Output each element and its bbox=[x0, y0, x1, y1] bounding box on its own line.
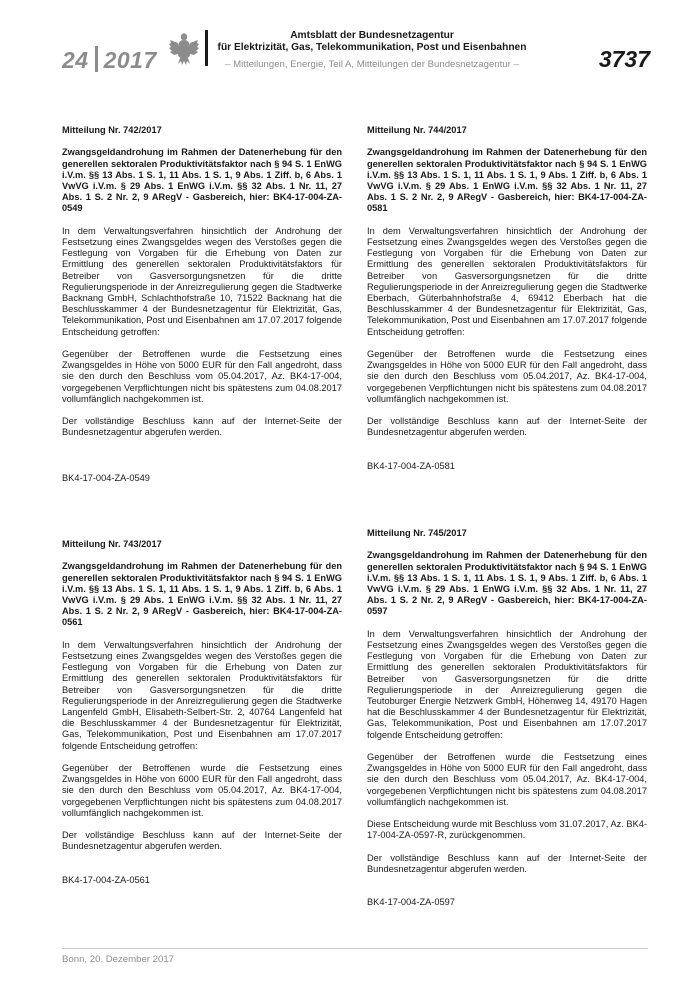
header-divider bbox=[205, 30, 208, 66]
year: 2017 bbox=[103, 47, 157, 73]
notice-paragraph: Gegenüber der Betroffenen wurde die Festsetzung eines Zwangsgeldes in Höhe von 5000 EUR für den Fall angedroht, dass sie den durch den Beschluss vom 05.04.2017, Az. BK4-17-004, vorgegebenen Verpflichtungen nicht bis spätestens zum 04.08.2017 vollumfänglich nachgekommen ist. bbox=[367, 349, 647, 404]
footer-place-date: Bonn, 20. Dezember 2017 bbox=[62, 954, 175, 965]
footer-rule bbox=[62, 948, 648, 949]
notice-paragraph: Gegenüber der Betroffenen wurde die Festsetzung eines Zwangsgeldes in Höhe von 5000 EUR für den Fall angedroht, dass sie den durch den Beschluss vom 05.04.2017, Az. BK4-17-004, vorgegebenen Verpflichtungen nicht bis spätestens zum 04.08.2017 vollumfänglich nachgekommen ist. bbox=[62, 349, 342, 404]
issue-separator bbox=[95, 46, 98, 72]
issue-number: 24 bbox=[62, 47, 89, 73]
notice-742 bbox=[62, 125, 342, 495]
notice-744 bbox=[367, 125, 647, 483]
notice-number: Mitteilung Nr. 745/2017 bbox=[367, 528, 467, 538]
notice-paragraph: Gegenüber der Betroffenen wurde die Festsetzung eines Zwangsgeldes in Höhe von 6000 EUR für den Fall angedroht, dass sie den durch den Beschluss vom 05.04.2017, Az. BK4-17-004, vorgegebenen Verpflichtungen nicht bis spätestens zum 04.08.2017 vollumfänglich nachgekommen ist. bbox=[62, 763, 342, 818]
journal-subtitle: für Elektrizität, Gas, Telekommunikation, Post und Eisenbahnen bbox=[217, 42, 527, 53]
notice-subject: Zwangsgeldandrohung im Rahmen der Datenerhebung für den generellen sektoralen Produktivitätsfaktor nach § 94 S. 1 EnWG i.V.m. §§ 13 Abs. 1 S. 1, 11 Abs. 1 S. 1, 9 Abs. 1 Ziff. b, 6 Abs. 1 VwVG i.V.m. § 29 Abs. 1 EnWG i.V.m. §§ 32 Abs. 1 Nr. 11, 27 Abs. 1 S. 2 Nr. 2, 9 ARegV - Gasbereich, hier: BK4-17-004-ZA-0549 bbox=[62, 147, 342, 214]
notice-paragraph: In dem Verwaltungsverfahren hinsichtlich der Androhung der Festsetzung eines Zwangsgeldes wegen des Verstoßes gegen die Festlegung von Vorgaben für die Erhebung von Daten zur Ermittlung des generellen sektoralen Produktivitätsfaktors für Betreiber von Gasversorgungsnetzen für die dritte Regulierungsperiode in der Anreizregulierung gegen die Teutoburger Energie Netzwerk GmbH, Höhenweg 14, 49170 Hagen hat die Beschlusskammer 4 der Bundesnetzagentur für Elektrizität, Gas, Telekommunikation, Post und Eisenbahnen am 17.07.2017 folgende Entscheidung getroffen: bbox=[367, 628, 647, 740]
section-title: – Mitteilungen, Energie, Teil A, Mitteilungen der Bundesnetzagentur – bbox=[225, 59, 519, 70]
notice-paragraph: Der vollständige Beschluss kann auf der Internet-Seite der Bundesnetzagentur abgerufen werden. bbox=[62, 830, 342, 852]
notice-745 bbox=[367, 528, 647, 920]
notice-reference: BK4-17-004-ZA-0561 bbox=[62, 874, 150, 885]
notice-paragraph: Der vollständige Beschluss kann auf der Internet-Seite der Bundesnetzagentur abgerufen werden. bbox=[367, 416, 647, 438]
notice-number: Mitteilung Nr. 744/2017 bbox=[367, 125, 467, 135]
notice-number: Mitteilung Nr. 742/2017 bbox=[62, 125, 162, 135]
notice-reference: BK4-17-004-ZA-0549 bbox=[62, 472, 150, 483]
notice-paragraph: Gegenüber der Betroffenen wurde die Festsetzung eines Zwangsgeldes in Höhe von 5000 EUR für den Fall angedroht, dass sie den durch den Beschluss vom 05.04.2017, Az. BK4-17-004, vorgegebenen Verpflichtungen nicht bis spätestens zum 04.08.2017 vollumfänglich nachgekommen ist. bbox=[367, 752, 647, 807]
notice-subject: Zwangsgeldandrohung im Rahmen der Datenerhebung für den generellen sektoralen Produktivitätsfaktor nach § 94 S. 1 EnWG i.V.m. §§ 13 Abs. 1 S. 1, 11 Abs. 1 S. 1, 9 Abs. 1 Ziff. b, 6 Abs. 1 VwVG i.V.m. § 29 Abs. 1 EnWG i.V.m. §§ 32 Abs. 1 Nr. 11, 27 Abs. 1 S. 2 Nr. 2, 9 ARegV - Gasbereich, hier: BK4-17-004-ZA-0581 bbox=[367, 147, 647, 214]
notice-743 bbox=[62, 539, 342, 897]
notice-paragraph: In dem Verwaltungsverfahren hinsichtlich der Androhung der Festsetzung eines Zwangsgeldes wegen des Verstoßes gegen die Festlegung von Vorgaben für die Erhebung von Daten zur Ermittlung des generellen sektoralen Produktivitätsfaktors für Betreiber von Gasversorgungsnetzen für die dritte Regulierungsperiode in der Anreizregulierung gegen die Stadtwerke Eberbach, Güterbahnhofstraße 4, 69412 Eberbach hat die Beschlusskammer 4 der Bundesnetzagentur für Elektrizität, Gas, Telekommunikation, Post und Eisenbahnen am 17.07.2017 folgende Entscheidung getroffen: bbox=[367, 225, 647, 337]
notice-reference: BK4-17-004-ZA-0597 bbox=[367, 897, 455, 908]
notice-subject: Zwangsgeldandrohung im Rahmen der Datenerhebung für den generellen sektoralen Produktivitätsfaktor nach § 94 S. 1 EnWG i.V.m. §§ 13 Abs. 1 S. 1, 11 Abs. 1 S. 1, 9 Abs. 1 Ziff. b, 6 Abs. 1 VwVG i.V.m. § 29 Abs. 1 EnWG i.V.m. §§ 32 Abs. 1 Nr. 11, 27 Abs. 1 S. 2 Nr. 2, 9 ARegV - Gasbereich, hier: BK4-17-004-ZA-0597 bbox=[367, 550, 647, 617]
notice-paragraph: In dem Verwaltungsverfahren hinsichtlich der Androhung der Festsetzung eines Zwangsgeldes wegen des Verstoßes gegen die Festlegung von Vorgaben für die Erhebung von Daten zur Ermittlung des generellen sektoralen Produktivitätsfaktors für Betreiber von Gasversorgungsnetzen für die dritte Regulierungsperiode in der Anreizregulierung gegen die Stadtwerke Langenfeld GmbH, Elisabeth-Selbert-Str. 2, 40764 Langenfeld hat die Beschlusskammer 4 der Bundesnetzagentur für Elektrizität, Gas, Telekommunikation, Post und Eisenbahnen am 17.07.2017 folgende Entscheidung getroffen: bbox=[62, 639, 342, 751]
federal-eagle-icon bbox=[168, 30, 200, 66]
notice-number: Mitteilung Nr. 743/2017 bbox=[62, 539, 162, 549]
notice-paragraph: Der vollständige Beschluss kann auf der Internet-Seite der Bundesnetzagentur abgerufen werden. bbox=[62, 416, 342, 438]
notice-paragraph: In dem Verwaltungsverfahren hinsichtlich der Androhung der Festsetzung eines Zwangsgeldes wegen des Verstoßes gegen die Festlegung von Vorgaben für die Erhebung von Daten zur Ermittlung des generellen sektoralen Produktivitätsfaktors für Betreiber von Gasversorgungsnetzen für die dritte Regulierungsperiode in der Anreizregulierung gegen die Stadtwerke Backnang GmbH, Schlachthofstraße 10, 71522 Backnang hat die Beschlusskammer 4 der Bundesnetzagentur für Elektrizität, Gas, Telekommunikation, Post und Eisenbahnen am 17.07.2017 folgende Entscheidung getroffen: bbox=[62, 225, 342, 337]
notice-reference: BK4-17-004-ZA-0581 bbox=[367, 460, 455, 471]
notice-subject: Zwangsgeldandrohung im Rahmen der Datenerhebung für den generellen sektoralen Produktivitätsfaktor nach § 94 S. 1 EnWG i.V.m. §§ 13 Abs. 1 S. 1, 11 Abs. 1 S. 1, 9 Abs. 1 Ziff. b, 6 Abs. 1 VwVG i.V.m. § 29 Abs. 1 EnWG i.V.m. §§ 32 Abs. 1 Nr. 11, 27 Abs. 1 S. 2 Nr. 2, 9 ARegV - Gasbereich, hier: BK4-17-004-ZA-0561 bbox=[62, 561, 342, 628]
page-number: 3737 bbox=[598, 46, 650, 72]
notice-paragraph: Diese Entscheidung wurde mit Beschluss vom 31.07.2017, Az. BK4-17-004-ZA-0597-R, zurückgenommen. bbox=[367, 819, 647, 841]
journal-title: Amtsblatt der Bundesnetzagentur bbox=[290, 30, 454, 41]
notice-paragraph: Der vollständige Beschluss kann auf der Internet-Seite der Bundesnetzagentur abgerufen werden. bbox=[367, 852, 647, 875]
issue-year bbox=[62, 46, 157, 74]
